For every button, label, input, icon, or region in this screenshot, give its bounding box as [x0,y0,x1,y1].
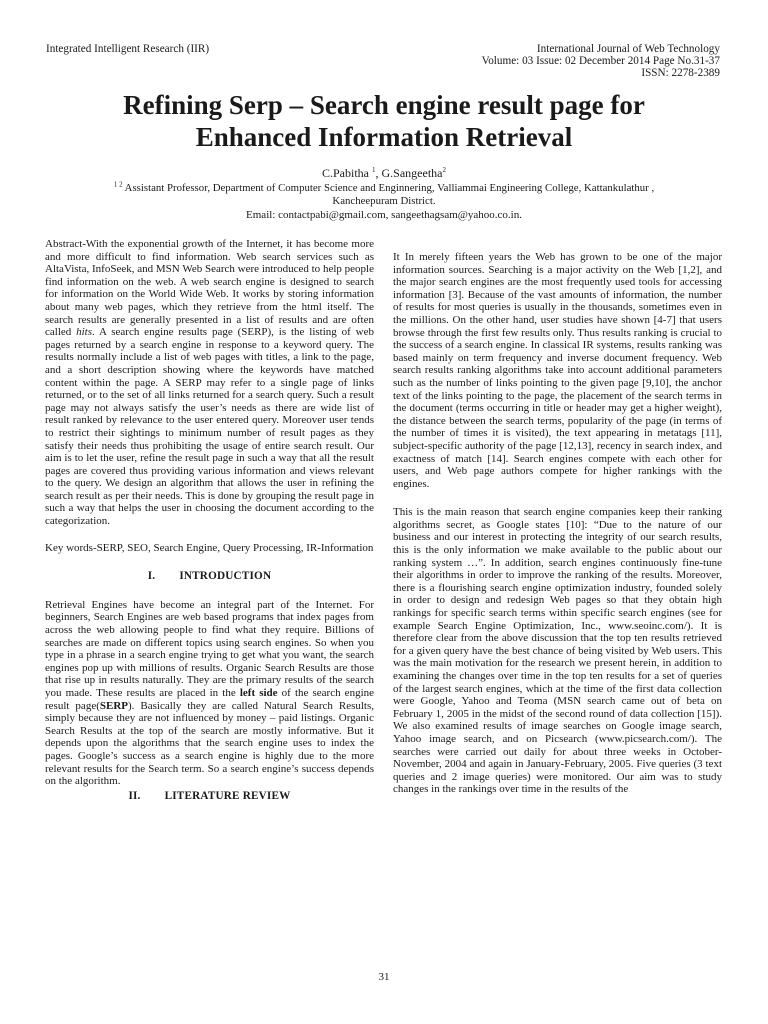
keywords: Key words-SERP, SEO, Search Engine, Query Processing, IR-Information [45,541,374,554]
affiliation-line-1: Assistant Professor, Department of Computer Science and Enginnering, Valliammai Engineering College, Kattankulathur , [124,182,655,194]
abstract-italic-hits: hits [76,326,93,339]
section-number: I. [147,570,156,583]
section-heading-literature-review [45,790,374,803]
author-1: C.Pabitha [322,166,372,180]
intro-text-2: of the search engine result page( [45,687,375,712]
journal-name: International Journal of Web Technology [536,43,720,55]
issn: ISSN: 2278-2389 [641,67,720,79]
section-title: INTRODUCTION [179,570,272,583]
intro-bold-serp: SERP [99,699,128,712]
right-column [393,251,722,796]
running-header-right [400,43,720,79]
abstract [45,238,374,528]
section-heading-introduction [45,570,374,583]
author-2-mark: 2 [442,166,446,174]
volume-issue: Volume: 03 Issue: 02 December 2014 Page No.31-37 [481,55,720,67]
affiliation-line-2: Kancheepuram District. [332,195,436,207]
abstract-text-1: Abstract-With the exponential growth of the Internet, it has become more and more difficult to find information. Web search services such as AltaVista, InfoSeek, and MSN Web Search were introduced to help people find information on the web. A web search engine is designed to search for information on the World Wide Web. It works by storing information about many web pages, which they retrieve from the html itself. The search results are generally presented in a list of results and are often called [45,238,374,339]
abstract-text-2: . A search engine results page (SERP), is the listing of web pages returned by a search engine in response to a keyword query. The results normally include a list of web pages with titles, a link to the page, and a short description showing where the keywords have matched content within the page. A SERP may refer to a single page of links returned, or to the set of all links returned for a search query. Such a result page may not always satisfy the user’s needs as there are wide list of result ranked by relevance to the user entered query. Moreover user tends to restrict their sightings to minimum number of result pages as they satisfy their needs thus prohibiting the usage of entire search result. Our aim is to let the user, refine the result page in such a way that all the result pages are covered thus providing various information and views relevant to the query. We design an algorithm that allows the user in refining the search result as per their needs. This is done by grouping the result page in such a way that helps the user in choosing the document according to the categorization. [45,326,374,528]
authors [40,166,728,180]
author-email: Email: contactpabi@gmail.com, sangeethagsam@yahoo.co.in. [246,209,522,221]
section-number: II. [128,789,141,802]
page-number: 31 [378,971,390,983]
section-title: LITERATURE REVIEW [164,789,291,802]
intro-text-3: ). Basically they are called Natural Search Results, simply because they are not influenced by money – paid listings. Organic Search Results at the top of the search are mostly informative. But it depends upon the algorithms that the search engine uses to index the pages. Google’s success as a search engine is highly due to the more relevant results for the Search term. So a search engine’s success depends on the algorithm. [45,699,374,788]
intro-text-1: Retrieval Engines have become an integral part of the Internet. For beginners, Search Engines are web based programs that index pages from across the web allowing people to find what they require. Billions of searches are made on different topics using search engines. So when you type in a phrase in a search engine trying to get what you want, the search engines pop up with millions of results. Organic Search Results are those that rise up in results naturally. They are the primary results of the search you made. These results are placed in the [45,598,374,699]
intro-bold-left-side: left side [239,687,278,699]
literature-paragraph-2: This is the main reason that search engine companies keep their ranking algorithms secret, as Google states [10]: “Due to the nature of our business and our interest in protecting the integrity of our search results, this is the only information we make available to the public about our ranking system …”. In addition, search engines continuously fine-tune their algorithms in order to improve the ranking of the results. Moreover, there is a flourishing search engine optimization industry, founded solely in order to design and redesign Web pages so that they obtain high rankings for specific search terms within specific search engines (see for example Search Engine Optimization, Inc., www.seoinc.com/). It is therefore clear from the above discussion that the top ten results retrieved for a given query have the best chance of being visited by Web users. This was the main motivation for the research we present herein, in addition to examining the changes over time in the top ten results for a set of queries of the largest search engines, which at the time of the first data collection were Google, Yahoo and Teoma (MSN search came out of beta on February 1, 2005 in the midst of the second round of data collection [15]). We also examined results of image searches on Google image search, Yahoo image search, and on Picsearch (www.picsearch.com/). The searches were carried out daily for about three weeks in October-November, 2004 and again in January-February, 2005. Five queries (3 text queries and 2 image queries) were monitored. Our aim was to study changes in the rankings over time in the results of the [393,506,722,796]
paper-title [40,89,728,153]
title-line-1: Refining Serp – Search engine result page for [123,90,645,120]
introduction-paragraph [45,599,374,788]
title-line-2: Enhanced Information Retrieval [195,122,573,152]
affiliation-mark: 1 2 [113,180,123,189]
affiliation [40,182,728,208]
left-column [45,238,374,802]
author-2: , G.Sangeetha [375,166,443,180]
running-header-left: Integrated Intelligent Research (IIR) [46,43,210,55]
author-1-mark: 1 [372,166,376,174]
literature-paragraph-1: It In merely fifteen years the Web has grown to be one of the major information sources. Searching is a major activity on the Web [1,2], and the major search engines are the most frequently used tools for accessing information [3]. Because of the vast amounts of information, the number of results for most queries is usually in the thousands, sometimes even in the millions. On the other hand, user studies have shown [4-7] that users browse through the first few results only. Thus results ranking is crucial to the success of a search engine. In classical IR systems, results ranking was based mainly on term frequency and inverse document frequency. Web search results ranking algorithms take into account additional parameters such as the number of links pointing to the given page [9,10], the anchor text of the links pointing to the page, the placement of the search terms in the document (terms occurring in title or header may get a higher weight), the distance between the search terms, popularity of the page (in terms of the number of times it is visited), the text appearing in metatags [11], subject-specific authority of the page [12,13], recency in search index, and exactness of match [14]. Search engines compete with each other for users, and Web page authors compete for higher rankings with the engines. [393,251,722,490]
